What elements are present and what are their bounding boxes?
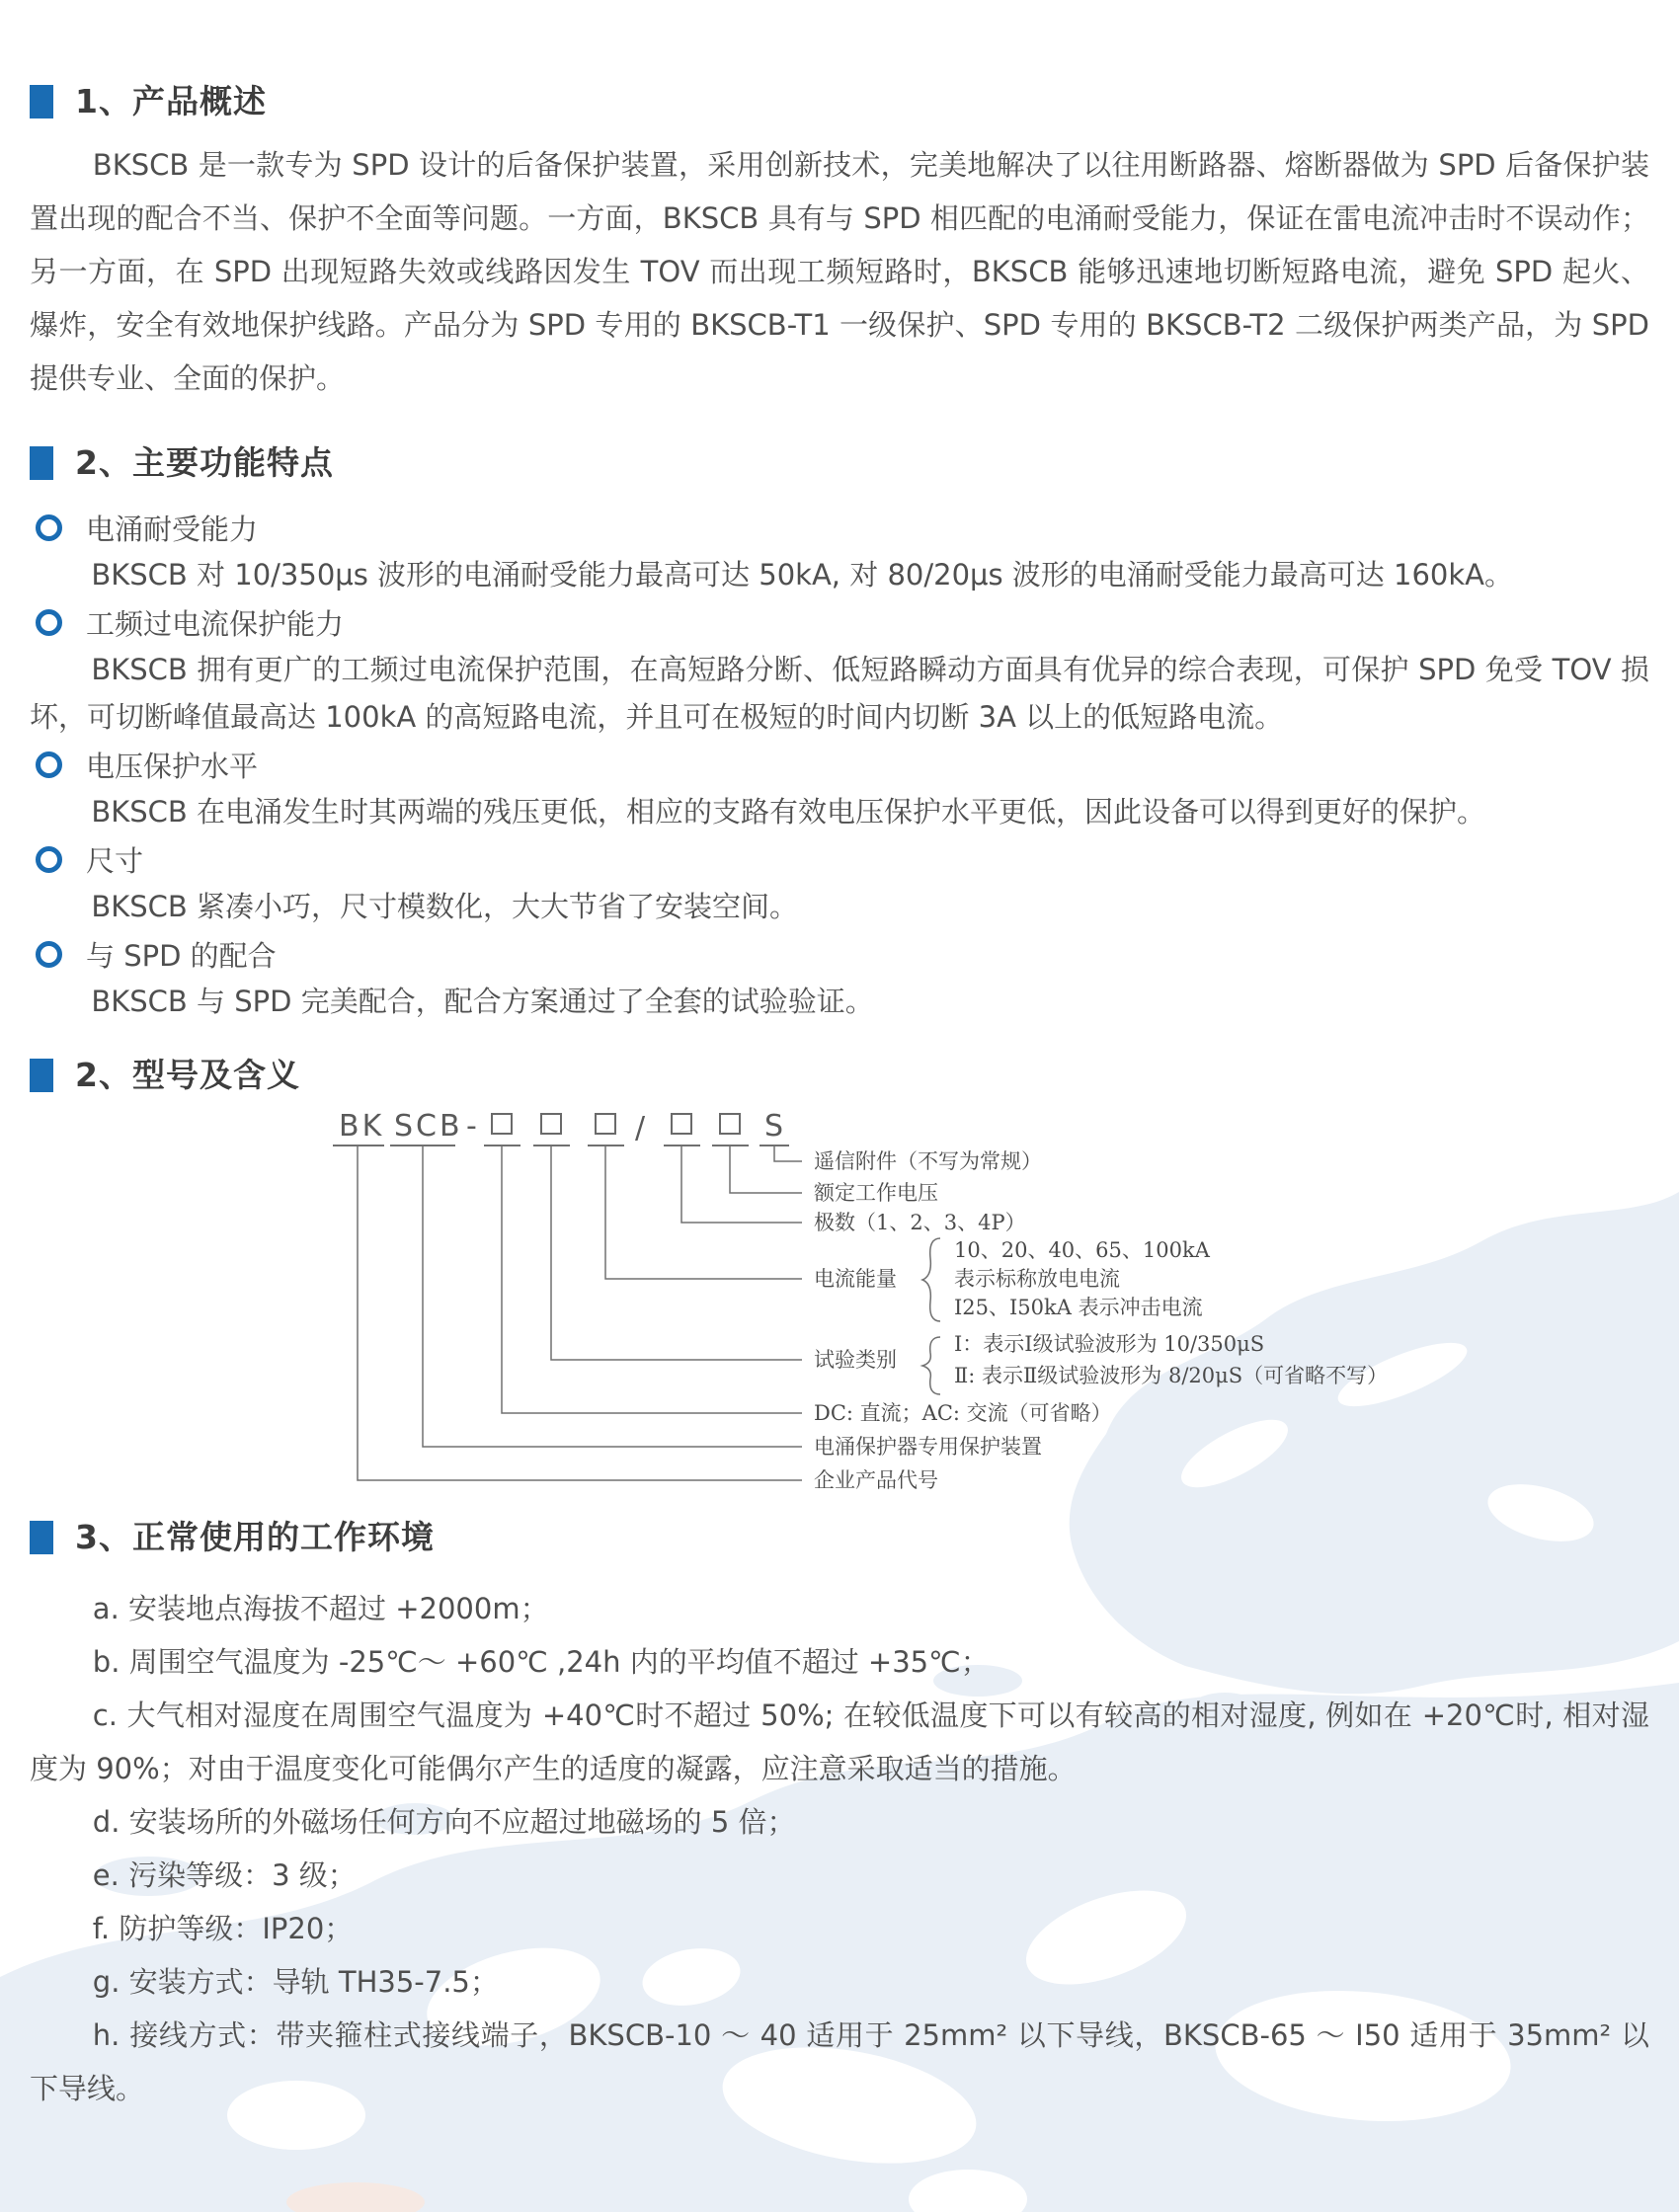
feature-title-row bbox=[30, 598, 1649, 646]
feature-label: 尺寸 bbox=[86, 843, 144, 878]
page-content bbox=[0, 81, 1679, 2115]
section-header-model bbox=[30, 1055, 1649, 1096]
feature-item bbox=[0, 598, 1679, 741]
model-prefix-bk: BK bbox=[339, 1109, 385, 1144]
feature-title-row bbox=[30, 741, 1649, 788]
feature-item bbox=[0, 504, 1679, 598]
circle-bullet-icon bbox=[36, 514, 62, 541]
test-class-line: Ⅱ: 表示Ⅱ级试验波形为 8/20μS（可省略不写） bbox=[954, 1364, 1389, 1387]
feature-item bbox=[0, 930, 1679, 1025]
env-item-c: c. 大气相对湿度在周围空气温度为 +40℃时不超过 50%; 在较低温度下可以有较高的相对湿度, 例如在 +20℃时, 相对湿度为 90%；对由于温度变化可能偶尔产生的适度的凝露，应注意采取适当的措施。 bbox=[30, 1698, 1649, 1785]
feature-desc: BKSCB 在电涌发生时其两端的残压更低，相应的支路有效电压保护水平更低，因此设备可以得到更好的保护。 bbox=[91, 795, 1486, 829]
model-label-test-class: 试验类别 bbox=[814, 1348, 897, 1372]
blue-square-marker bbox=[30, 1059, 53, 1092]
model-suffix-s: S bbox=[764, 1109, 787, 1144]
model-label-spd-device: 电涌保护器专用保护装置 bbox=[814, 1435, 1042, 1459]
environment-list bbox=[0, 1582, 1679, 2115]
brace-icon bbox=[922, 1238, 940, 1321]
current-energy-line: I25、I50kA 表示冲击电流 bbox=[954, 1296, 1203, 1319]
model-box bbox=[492, 1114, 512, 1134]
circle-bullet-icon bbox=[36, 751, 62, 778]
section-header-environment bbox=[30, 1517, 1649, 1558]
overview-paragraph: BKSCB 是一款专为 SPD 设计的后备保护装置，采用创新技术，完美地解决了以往用断路器、熔断器做为 SPD 后备保护装置出现的配合不当、保护不全面等问题。一方面，BKSCB 具有与 SPD 相匹配的电涌耐受能力，保证在雷电流冲击时不误动作；另一方面，在 SPD 出现短路失效或线路因发生 TOV 而出现工频短路时，BKSCB 能够迅速地切断短路电流，避免 SPD 起火、爆炸，安全有效地保护线路。产品分为 SPD 专用的 BKSCB-T1 一级保护、SPD 专用的 BKSCB-T2 二级保护两类产品，为 SPD 提供专业、全面的保护。 bbox=[30, 148, 1649, 395]
env-item-d: d. 安装场所的外磁场任何方向不应超过地磁场的 5 倍； bbox=[92, 1805, 796, 1839]
section-title: 1、产品概述 bbox=[75, 82, 267, 120]
section-title: 2、型号及含义 bbox=[75, 1056, 300, 1094]
env-item-b: b. 周围空气温度为 -25℃～ +60℃ ,24h 内的平均值不超过 +35℃； bbox=[92, 1645, 990, 1679]
feature-desc: BKSCB 紧凑小巧，尺寸模数化，大大节省了安装空间。 bbox=[91, 890, 799, 923]
feature-title-row bbox=[30, 930, 1649, 978]
feature-label: 工频过电流保护能力 bbox=[86, 606, 345, 641]
feature-label: 电涌耐受能力 bbox=[86, 512, 259, 546]
model-box bbox=[596, 1114, 615, 1134]
env-item-h: h. 接线方式：带夹箍柱式接线端子，BKSCB-10 ～ 40 适用于 25mm² 以下导线，BKSCB-65 ～ I50 适用于 35mm² 以下导线。 bbox=[30, 2018, 1649, 2105]
section-title: 2、主要功能特点 bbox=[75, 443, 334, 482]
section-header-features bbox=[30, 442, 1649, 484]
model-label-remote-signal: 遥信附件（不写为常规） bbox=[814, 1149, 1042, 1173]
current-energy-line: 表示标称放电电流 bbox=[954, 1267, 1120, 1291]
model-designation-diagram bbox=[0, 1102, 1679, 1497]
env-item-e: e. 污染等级：3 级； bbox=[92, 1858, 357, 1892]
blue-square-marker bbox=[30, 446, 53, 480]
datasheet-page bbox=[0, 81, 1679, 2212]
connector-lines bbox=[358, 1146, 802, 1480]
feature-list bbox=[0, 504, 1679, 1025]
env-item-f: f. 防护等级：IP20； bbox=[92, 1912, 354, 1945]
circle-bullet-icon bbox=[36, 609, 62, 636]
model-box bbox=[541, 1114, 561, 1134]
model-box bbox=[720, 1114, 740, 1134]
circle-bullet-icon bbox=[36, 941, 62, 968]
test-class-line: Ⅰ：表示Ⅰ级试验波形为 10/350μS bbox=[954, 1332, 1265, 1356]
brace-icon bbox=[922, 1337, 940, 1394]
model-label-poles: 极数（1、2、3、4P） bbox=[814, 1211, 1026, 1234]
circle-bullet-icon bbox=[36, 846, 62, 873]
feature-desc: BKSCB 与 SPD 完美配合，配合方案通过了全套的试验验证。 bbox=[91, 985, 874, 1018]
model-label-rated-voltage: 额定工作电压 bbox=[814, 1181, 938, 1205]
feature-desc: BKSCB 拥有更广的工频过电流保护范围，在高短路分断、低短路瞬动方面具有优异的综合表现，可保护 SPD 免受 TOV 损坏，可切断峰值最高达 100kA 的高短路电流，并且可在极短的时间内切断 3A 以上的低短路电流。 bbox=[30, 653, 1649, 734]
section-title: 3、正常使用的工作环境 bbox=[75, 1518, 435, 1556]
env-item-a: a. 安装地点海拔不超过 +2000m； bbox=[92, 1592, 549, 1625]
feature-desc: BKSCB 对 10/350μs 波形的电涌耐受能力最高可达 50kA, 对 80/20μs 波形的电涌耐受能力最高可达 160kA。 bbox=[91, 558, 1514, 592]
feature-item bbox=[0, 741, 1679, 835]
feature-label: 电压保护水平 bbox=[86, 749, 259, 783]
feature-title-row bbox=[30, 504, 1649, 551]
blue-square-marker bbox=[30, 1521, 53, 1554]
model-hyphen: - bbox=[466, 1109, 480, 1144]
model-label-dc-ac: DC: 直流；AC: 交流（可省略） bbox=[814, 1401, 1112, 1425]
feature-item bbox=[0, 835, 1679, 930]
feature-title-row bbox=[30, 835, 1649, 883]
feature-label: 与 SPD 的配合 bbox=[86, 938, 277, 973]
model-slash: / bbox=[635, 1111, 649, 1146]
model-label-current-energy: 电流能量 bbox=[814, 1267, 897, 1291]
blue-square-marker bbox=[30, 85, 53, 118]
current-energy-line: 10、20、40、65、100kA bbox=[954, 1238, 1210, 1262]
env-item-g: g. 安装方式：导轨 TH35-7.5； bbox=[92, 1965, 499, 1999]
model-label-company-code: 企业产品代号 bbox=[814, 1468, 938, 1492]
model-prefix-scb: SCB bbox=[394, 1109, 463, 1144]
model-box bbox=[672, 1114, 691, 1134]
section-header-overview bbox=[30, 81, 1649, 122]
